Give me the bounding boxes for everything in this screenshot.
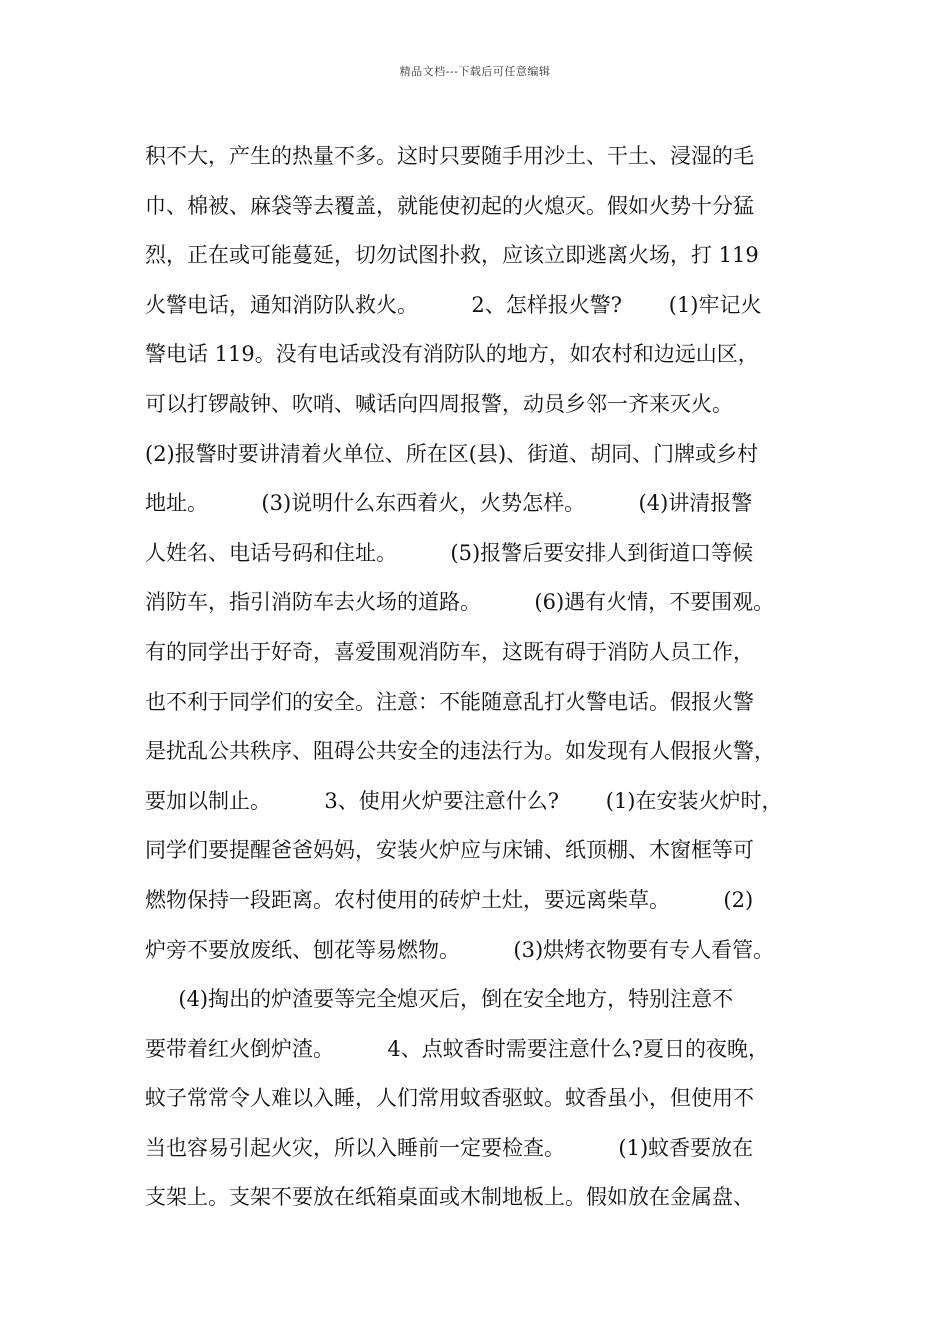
text-line: 地址。 (3)说明什么东西着火，火势怎样。 (4)讲清报警	[145, 491, 753, 516]
text-line: 有的同学出于好奇，喜爱围观消防车，这既有碍于消防人员工作，	[145, 639, 754, 664]
text-line: 同学们要提醒爸爸妈妈，安装火炉应与床铺、纸顶棚、木窗框等可	[145, 838, 754, 863]
text-line: 当也容易引起火灾，所以入睡前一定要检查。 (1)蚊香要放在	[145, 1135, 754, 1160]
text-line: 消防车，指引消防车去火场的道路。 (6)遇有火情，不要围观。	[145, 590, 775, 615]
body-text	[145, 132, 825, 1223]
text-line: 巾、棉被、麻袋等去覆盖，就能使初起的火熄灭。假如火势十分猛	[145, 193, 754, 218]
text-line: 炉旁不要放废纸、刨花等易燃物。 (3)烘烤衣物要有专人看管。	[145, 937, 775, 962]
text-line: 也不利于同学们的安全。注意：不能随意乱打火警电话。假报火警	[145, 689, 754, 714]
text-line: 燃物保持一段距离。农村使用的砖炉土灶，要远离柴草。 (2)	[145, 887, 754, 912]
text-line: 要加以制止。 3、使用火炉要注意什么? (1)在安装火炉时，	[145, 788, 783, 813]
text-line: 警电话 119。没有电话或没有消防队的地方，如农村和边远山区，	[145, 342, 759, 367]
text-line: 火警电话，通知消防队救火。 2、怎样报火警? (1)牢记火	[145, 292, 762, 317]
text-line: (4)掏出的炉渣要等完全熄灭后，倒在安全地方，特别注意不	[145, 987, 734, 1012]
page-header: 精品文档---下载后可任意编辑	[399, 65, 551, 78]
text-line: (2)报警时要讲清着火单位、所在区(县)、街道、胡同、门牌或乡村	[145, 441, 759, 466]
text-line: 蚊子常常令人难以入睡，人们常用蚊香驱蚊。蚊香虽小，但使用不	[145, 1086, 754, 1111]
text-line: 要带着红火倒炉渣。 4、点蚊香时需要注意什么?夏日的夜晚，	[145, 1036, 770, 1061]
text-line: 烈，正在或可能蔓延，切勿试图扑救，应该立即逃离火场，打 119	[145, 243, 759, 268]
text-line: 人姓名、电话号码和住址。 (5)报警后要安排人到街道口等候	[145, 540, 754, 565]
text-line: 积不大，产生的热量不多。这时只要随手用沙土、干土、浸湿的毛	[145, 144, 754, 168]
text-line: 是扰乱公共秩序、阻碍公共安全的违法行为。如发现有人假报火警，	[145, 739, 775, 764]
text-line: 可以打锣敲钟、吹哨、喊话向四周报警，动员乡邻一齐来灭火。	[145, 391, 733, 416]
text-line: 支架上。支架不要放在纸箱桌面或木制地板上。假如放在金属盘、	[145, 1185, 754, 1210]
